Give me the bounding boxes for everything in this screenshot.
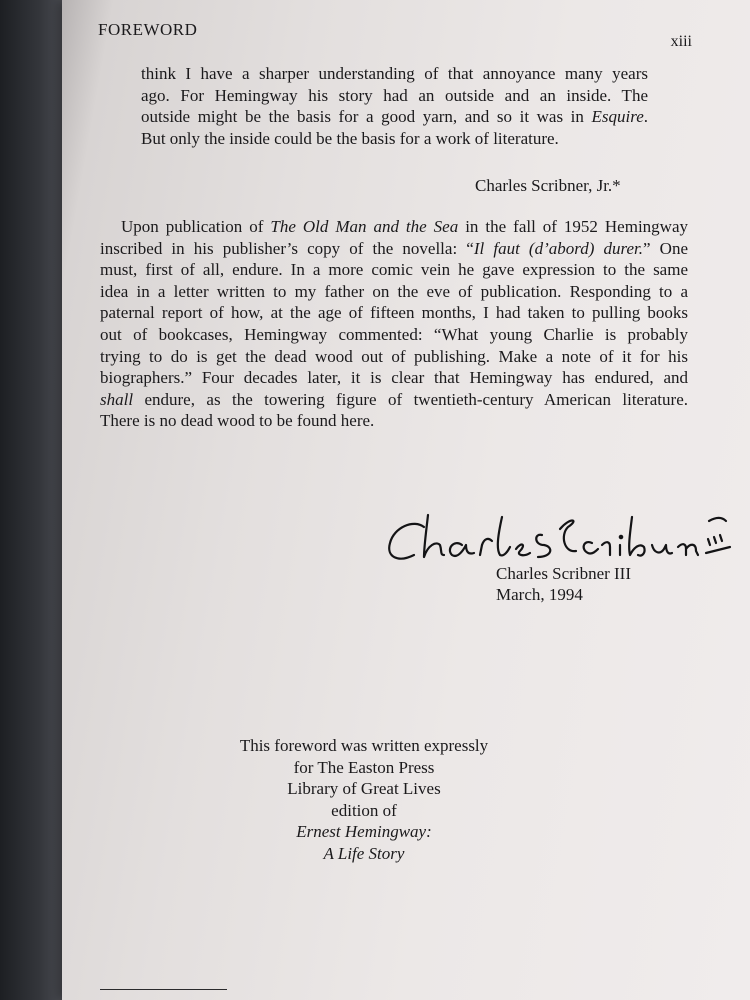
paragraph-line: biographers.” Four decades later, it is clear that Hemingway has endured, and — [100, 368, 688, 388]
paragraph-line: outside might be the basis for a good yarn, and so it was in Esquire. — [141, 107, 648, 127]
paragraph-line: paternal report of how, at the age of fifteen months, I had taken to pulling books — [100, 303, 688, 323]
paragraph-line: out of bookcases, Hemingway commented: “What young Charlie is probably — [100, 324, 688, 344]
dedication-line: Library of Great Lives — [287, 779, 441, 799]
paragraph-line: inscribed in his publisher’s copy of the novella: “Il faut (d’abord) durer.” One — [100, 238, 689, 258]
signer-date: March, 1994 — [496, 585, 583, 604]
italic-phrase: Il faut (d’abord) durer. — [473, 238, 644, 258]
book-page — [62, 0, 750, 1000]
paragraph-line: idea in a letter written to my father on the eve of publication. Responding to a — [100, 281, 688, 301]
paragraph-line: shall endure, as the towering figure of twentieth-century American literature. — [100, 389, 688, 409]
paragraph-line: ago. For Hemingway his story had an outside and an inside. The — [141, 85, 648, 105]
edition-dedication — [204, 735, 524, 865]
quote-attribution: Charles Scribner, Jr.* — [475, 176, 621, 195]
running-head: FOREWORD — [98, 20, 198, 39]
dedication-book-title: Ernest Hemingway: — [296, 822, 432, 842]
dedication-line: edition of — [331, 800, 397, 820]
footnote-rule — [100, 989, 227, 990]
signer-block — [496, 563, 631, 605]
dedication-book-subtitle: A Life Story — [323, 843, 405, 863]
italic-phrase: The Old Man and the Sea — [270, 217, 459, 236]
paragraph-line: think I have a sharper understanding of that annoyance many years — [141, 64, 648, 83]
paragraph-line: must, first of all, endure. In a more comic vein he gave expression to the same — [100, 260, 688, 280]
page-number: xiii — [670, 33, 692, 50]
signer-name: Charles Scribner III — [496, 564, 632, 583]
paragraph-line: There is no dead wood to be found here. — [100, 411, 375, 431]
paragraph-line: trying to do is get the dead wood out of publishing. Make a note of it for his — [100, 346, 688, 366]
dedication-line: for The Easton Press — [293, 757, 435, 777]
paragraph-continued — [141, 63, 648, 149]
paragraph-main — [100, 216, 688, 432]
paragraph-line: Upon publication of The Old Man and the Sea in the fall of 1952 Hemingway — [121, 217, 688, 236]
italic-phrase: shall — [100, 389, 134, 409]
italic-phrase: Esquire — [591, 107, 644, 127]
dedication-line: This foreword was written expressly — [239, 736, 489, 755]
paragraph-line: But only the inside could be the basis for a work of literature. — [141, 128, 559, 148]
